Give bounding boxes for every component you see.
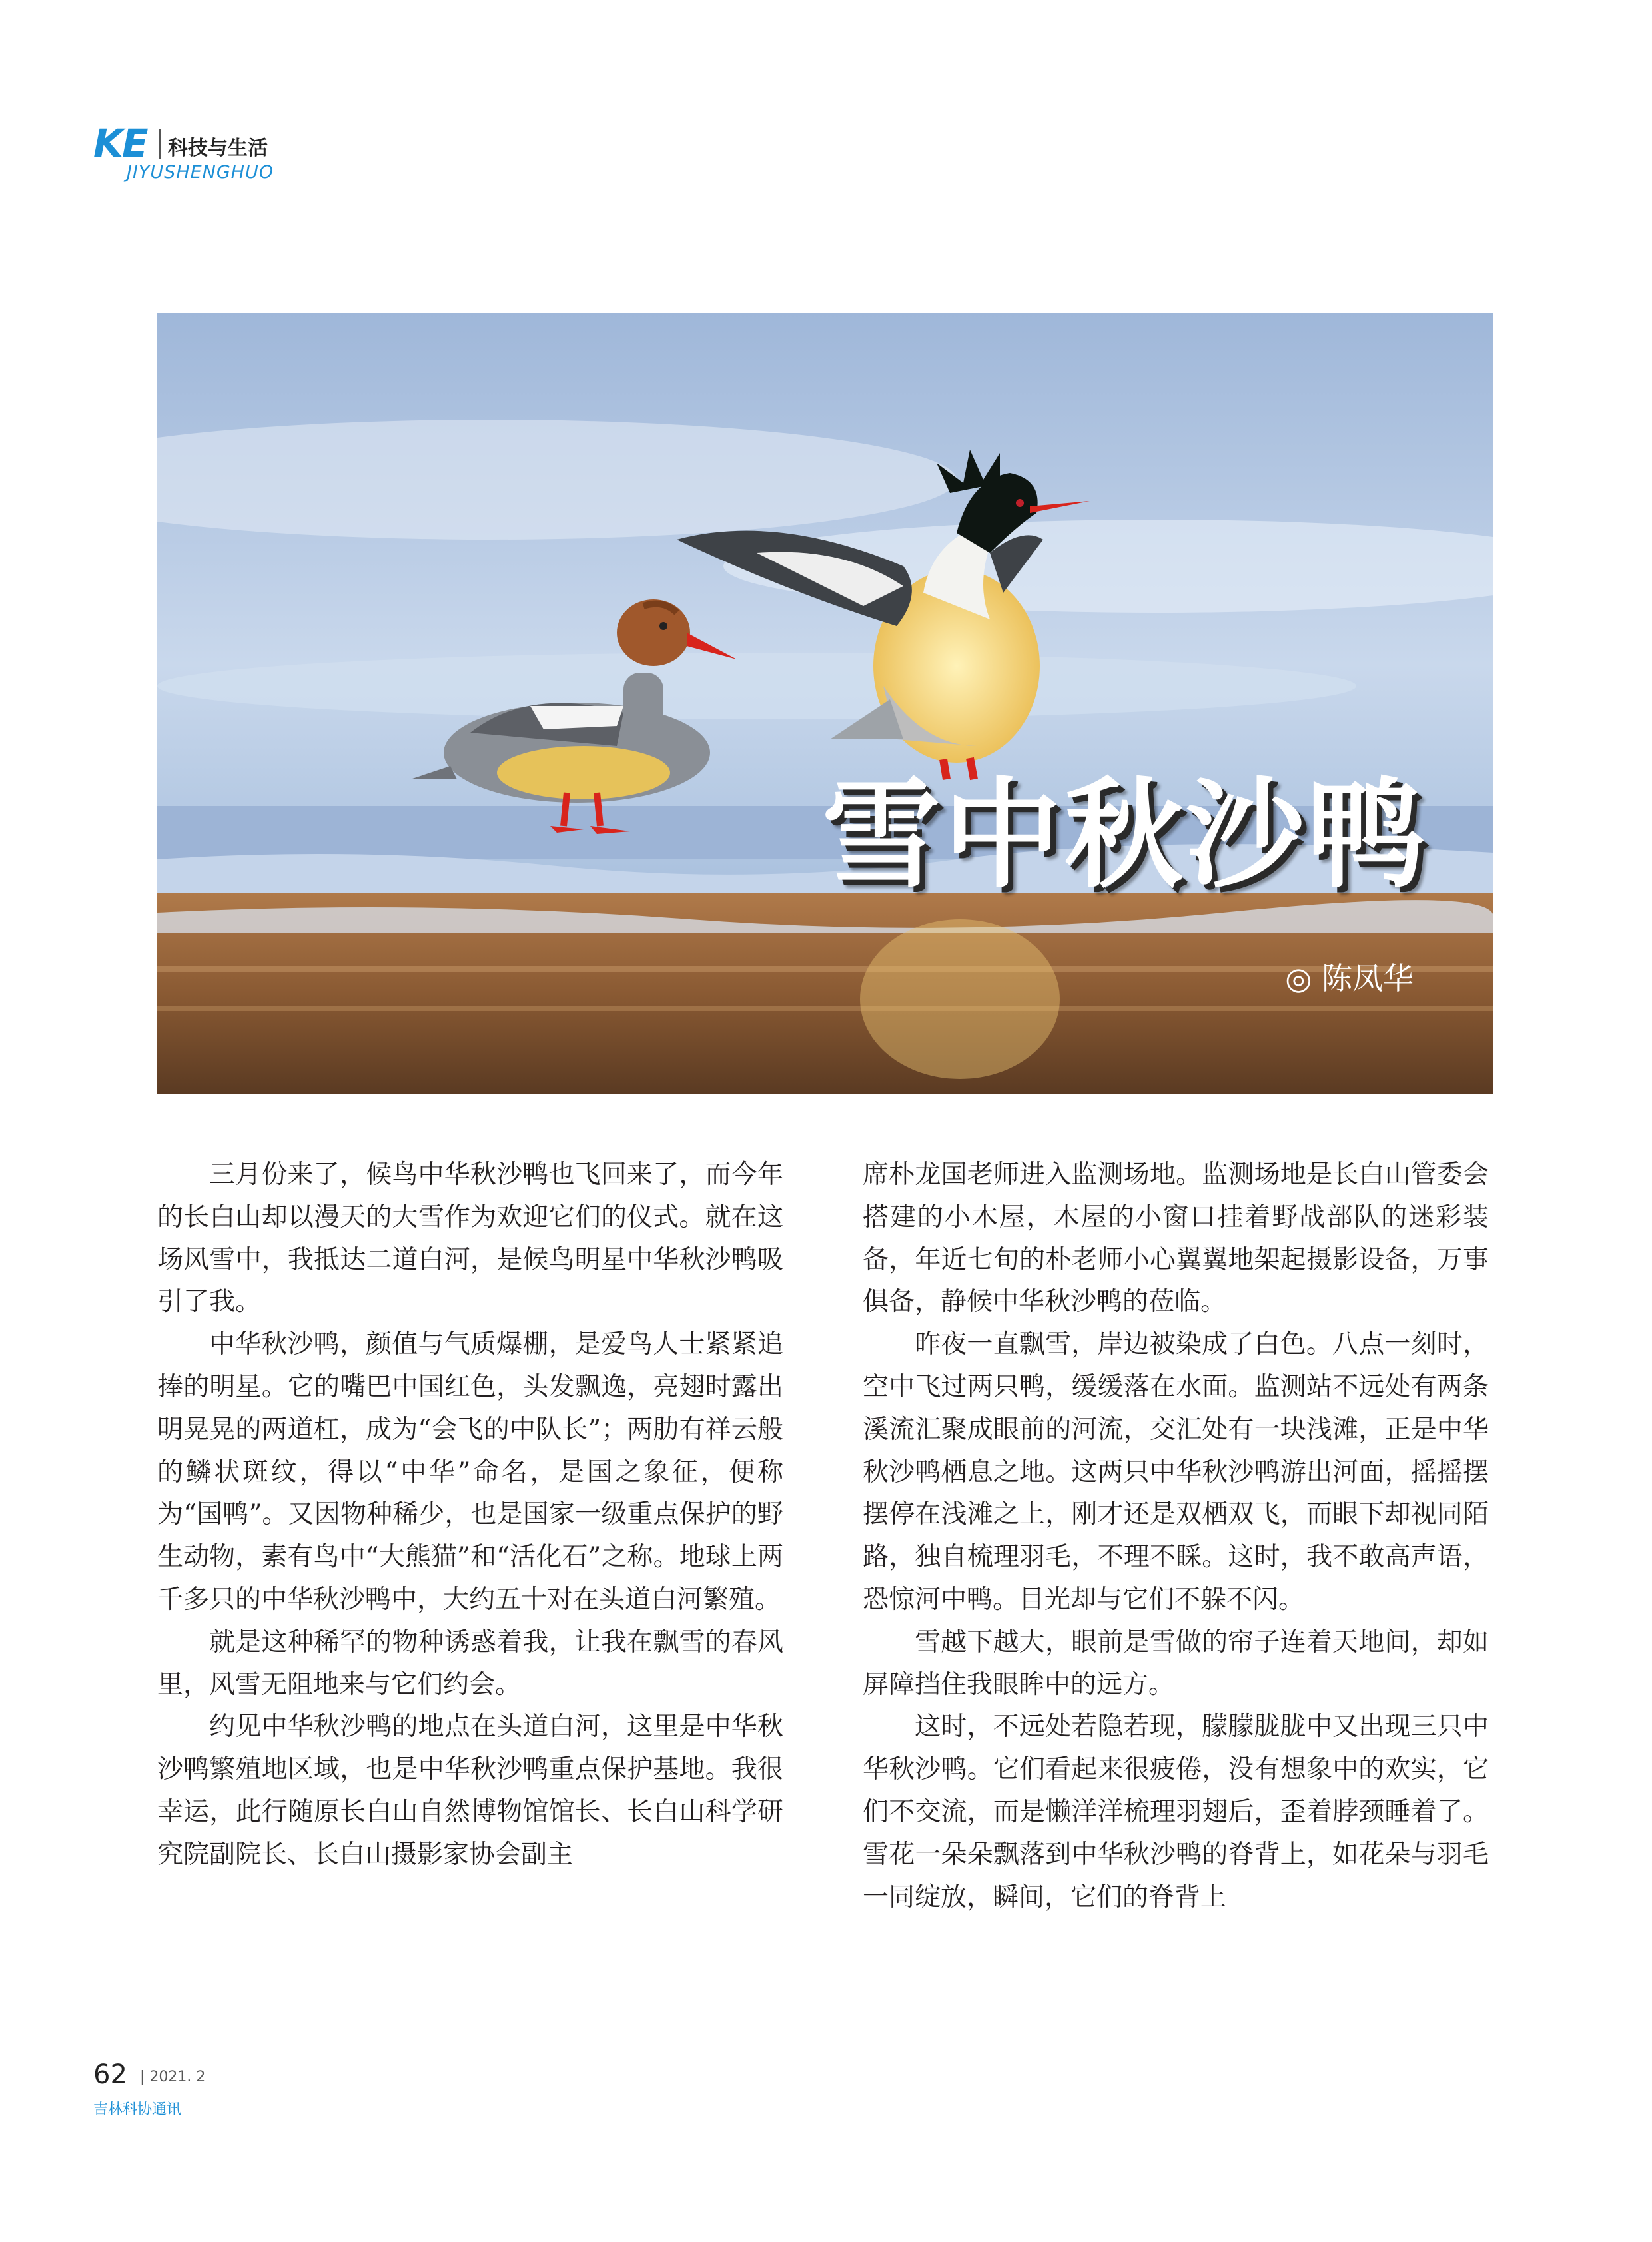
section-subtitle: JIYUSHENGHUO — [127, 162, 274, 183]
magazine-name: 吉林科协通讯 — [93, 2101, 182, 2118]
paragraph: 约见中华秋沙鸭的地点在头道白河，这里是中华秋沙鸭繁殖地区域，也是中华秋沙鸭重点保护基地。我很幸运，此行随原长白山自然博物馆馆长、长白山科学研究院副院长、长白山摄影家协会副主 — [157, 1712, 783, 1870]
paragraph: 这时，不远处若隐若现，朦朦胧胧中又出现三只中华秋沙鸭。它们看起来很疲倦，没有想象中的欢实，它们不交流，而是懒洋洋梳理羽翅后，歪着脖颈睡着了。雪花一朵朵飘落到中华秋沙鸭的脊背上，如花朵与羽毛一同绽放，瞬间，它们的脊背上 — [863, 1712, 1489, 1912]
section-title: 科技与生活 — [168, 137, 268, 160]
article-column-left — [157, 1154, 783, 1876]
hero-photo — [157, 313, 1493, 1094]
paragraph-continuation: 席朴龙国老师进入监测场地。监测场地是长白山管委会搭建的小木屋，木屋的小窗口挂着野战部队的迷彩装备，年近七旬的朴老师小心翼翼地架起摄影设备，万事俱备，静候中华秋沙鸭的莅临。 — [863, 1160, 1489, 1317]
paragraph: 昨夜一直飘雪，岸边被染成了白色。八点一刻时，空中飞过两只鸭，缓缓落在水面。监测站不远处有两条溪流汇聚成眼前的河流，交汇处有一块浅滩，正是中华秋沙鸭栖息之地。这两只中华秋沙鸭游出河面，摇摇摆摆停在浅滩之上，刚才还是双栖双飞，而眼下却视同陌路，独自梳理羽毛，不理不睬。这时，我不敢高声语，恐惊河中鸭。目光却与它们不躲不闪。 — [863, 1329, 1489, 1615]
article-author: ◎ 陈凤华 — [1285, 960, 1414, 996]
paragraph: 中华秋沙鸭，颜值与气质爆棚，是爱鸟人士紧紧追捧的明星。它的嘴巴中国红色，头发飘逸，亮翅时露出明晃晃的两道杠，成为“会飞的中队长”；两肋有祥云般的鳞状斑纹，得以“中华”命名，是国之象征，便称为“国鸭”。又因物种稀少，也是国家一级重点保护的野生动物，素有鸟中“大熊猫”和“活化石”之称。地球上两千多只的中华秋沙鸭中，大约五十对在头道白河繁殖。 — [157, 1329, 783, 1615]
issue-date: | 2021. 2 — [140, 2069, 206, 2085]
page-number: 62 — [93, 2059, 127, 2090]
paragraph: 雪越下越大，眼前是雪做的帘子连着天地间，却如屏障挡住我眼眸中的远方。 — [863, 1627, 1489, 1700]
article-title: 雪中秋沙鸭 — [822, 766, 1428, 904]
magazine-logo: KE — [93, 121, 147, 166]
paragraph: 就是这种稀罕的物种诱惑着我，让我在飘雪的春风里，风雪无阻地来与它们约会。 — [157, 1627, 783, 1700]
article-column-right — [863, 1154, 1489, 1918]
header-divider — [159, 129, 161, 159]
paragraph: 三月份来了，候鸟中华秋沙鸭也飞回来了，而今年的长白山却以漫天的大雪作为欢迎它们的仪式。就在这场风雪中，我抵达二道白河，是候鸟明星中华秋沙鸭吸引了我。 — [157, 1160, 783, 1317]
